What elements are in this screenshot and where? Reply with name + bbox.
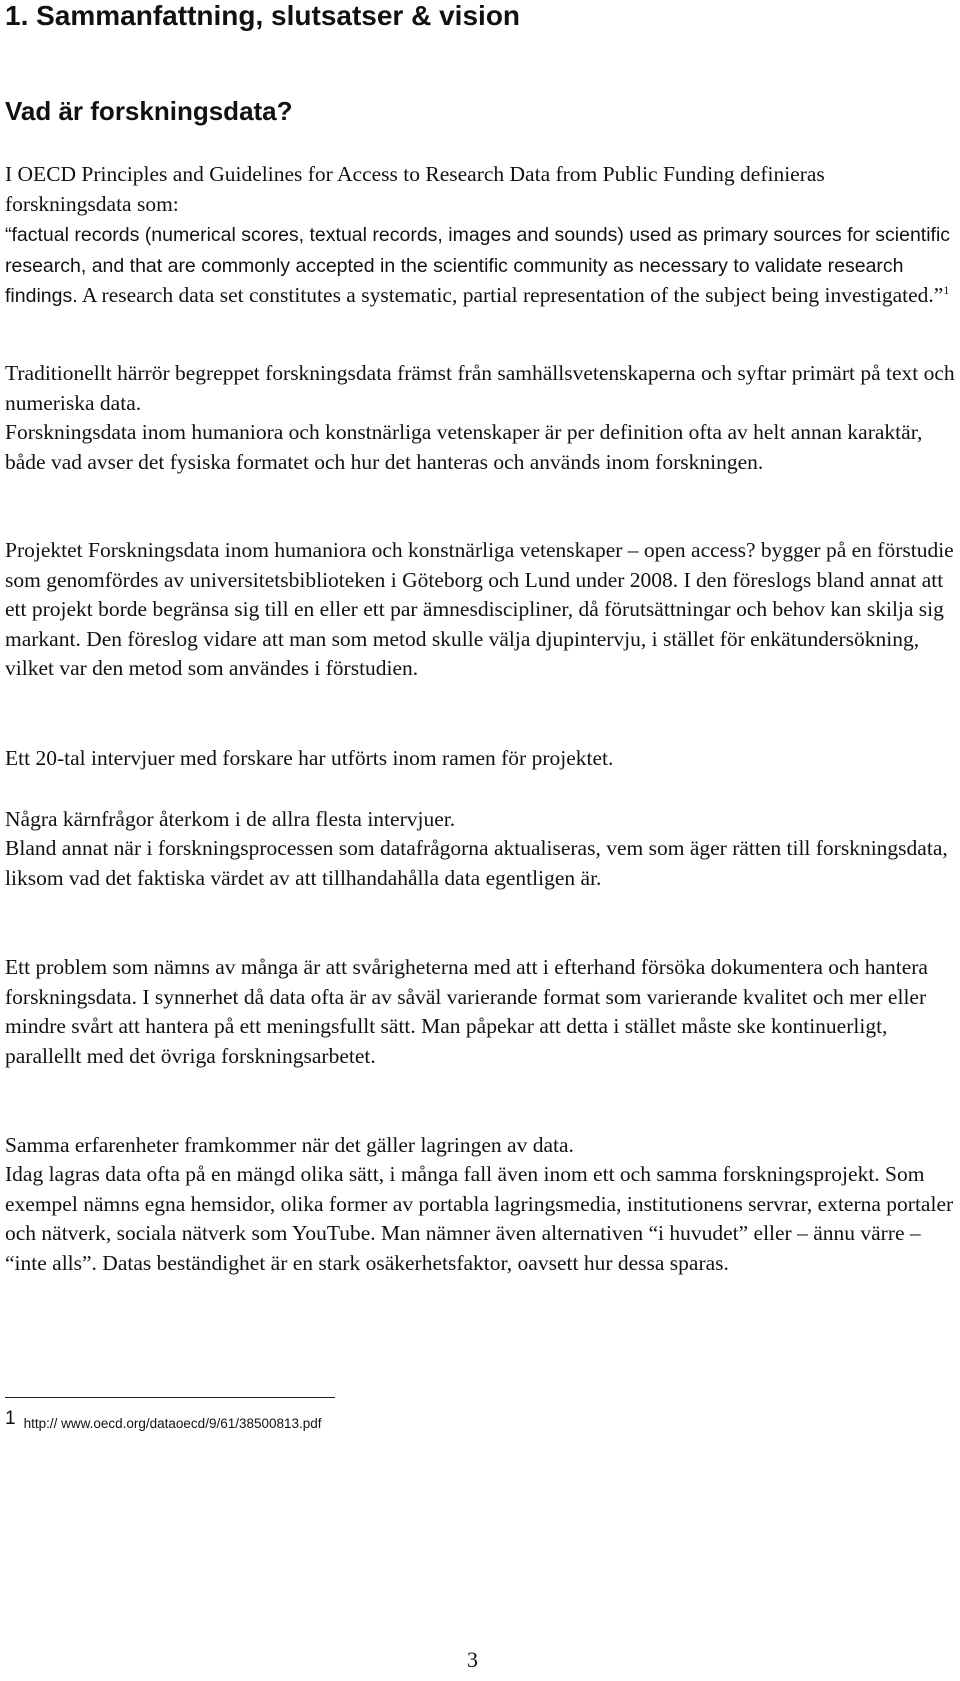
paragraph-problem: Ett problem som nämns av många är att svårigheterna med att i efterhand försöka dokumentera och hantera forskningsdata. I synnerhet då data ofta är av såväl varierande format som varierande kvalitet och mer eller mindre svårt att hantera på ett meningsfullt sätt. Man påpekar att detta i stället måste ske kontinuerligt, parallellt med det övriga forskningsarbetet.	[5, 955, 928, 1068]
footnote-divider	[5, 1397, 335, 1398]
intro-paragraph: I OECD Principles and Guidelines for Access to Research Data from Public Funding definieras forskningsdata som:	[5, 162, 825, 216]
quote-part-a: “factual records (numerical scores, textual records, images and sounds) used as primary sources for scientific research, and that are commonly accepted in the scientific community as necessary to validate research findings.	[5, 224, 951, 307]
paragraph-lagring: Idag lagras data ofta på en mängd olika sätt, i många fall även inom ett och samma forskningsprojekt. Som exempel nämns egna hemsidor, olika former av portabla lagringsmedia, institutionens servrar, externa portaler och nätverk, sociala nätverk som YouTube. Man nämner även alternativen “i huvudet” eller – ännu värre – “inte alls”. Datas beständighet är en stark osäkerhetsfaktor, oavsett hur dessa sparas.	[5, 1162, 954, 1275]
paragraph-traditionellt: Traditionellt härrör begreppet forskningsdata främst från samhällsvetenskaperna och syftar primärt på text och numeriska data.	[5, 361, 955, 415]
footnote	[5, 1408, 322, 1434]
paragraph-bland-annat: Bland annat när i forskningsprocessen som datafrågorna aktualiseras, vem som äger rätten till forskningsdata, liksom vad det faktiska värdet av att tillhandahålla data egentligen är.	[5, 836, 948, 890]
quote-part-b: A research data set constitutes a systematic, partial representation of the subject being investigated.”	[77, 283, 944, 307]
oecd-quote	[5, 220, 955, 312]
paragraph-projektet: Projektet Forskningsdata inom humaniora och konstnärliga vetenskaper – open access? bygger på en förstudie som genomfördes av universitetsbiblioteken i Göteborg och Lund under 2008. I den föreslogs bland annat att ett projekt borde begränsa sig till en eller ett par ämnesdiscipliner, då förutsättningar och behov kan skilja sig markant. Den föreslog vidare att man som metod skulle välja djupintervju, i stället för enkätundersökning, vilket var den metod som användes i förstudien.	[5, 538, 954, 680]
paragraph-karnfragor: Några kärnfrågor återkom i de allra flesta intervjuer.	[5, 807, 456, 831]
footnote-link[interactable]: http:// www.oecd.org/dataoecd/9/61/38500813.pdf	[23, 1416, 322, 1431]
footnote-number: 1	[5, 1408, 16, 1429]
chapter-heading: 1. Sammanfattning, slutsatser & vision	[5, 0, 521, 31]
section-heading: Vad är forskningsdata?	[5, 96, 293, 126]
paragraph-erfarenheter: Samma erfarenheter framkommer när det gäller lagringen av data.	[5, 1133, 574, 1157]
page-number: 3	[467, 1647, 478, 1672]
paragraph-intervjuer: Ett 20-tal intervjuer med forskare har utförts inom ramen för projektet.	[5, 746, 614, 770]
footnote-reference[interactable]: 1	[943, 282, 950, 297]
paragraph-humaniora: Forskningsdata inom humaniora och konstnärliga vetenskaper är per definition ofta av helt annan karaktär, både vad avser det fysiska formatet och hur det hanteras och används inom forskningen.	[5, 420, 923, 474]
